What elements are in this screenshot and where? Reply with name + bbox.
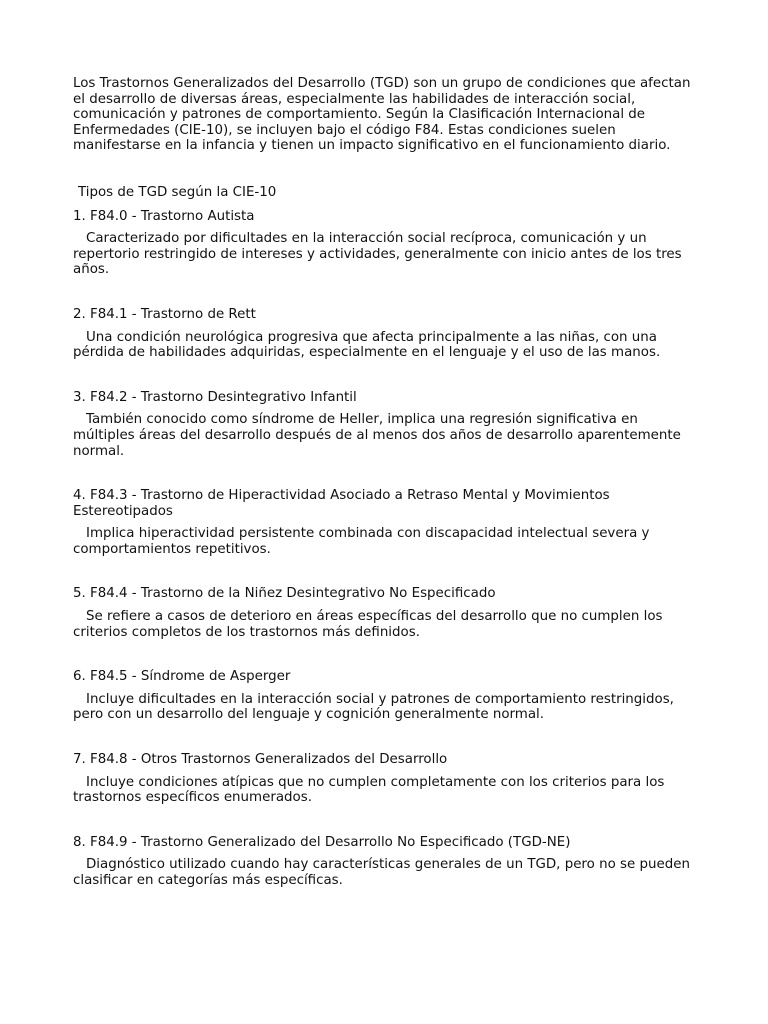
item-title: 7. F84.8 - Otros Trastornos Generalizados del Desarrollo [73,752,448,768]
item-title: 1. F84.0 - Trastorno Autista [73,208,255,224]
item-description: Se refiere a casos de deterioro en áreas específicas del desarrollo que no cumplen los criterios completos de los trastornos más definidos. [73,609,663,640]
item-title: 5. F84.4 - Trastorno de la Niñez Desintegrativo No Especificado [73,586,496,602]
list-item [73,752,703,806]
list-item [73,209,703,278]
section-heading: Tipos de TGD según la CIE-10 [78,184,277,200]
item-title: 2. F84.1 - Trastorno de Rett [73,306,256,322]
item-description: Incluye dificultades en la interacción social y patrones de comportamiento restringidos, pero con un desarrollo del lenguaje y cognición generalmente normal. [73,691,674,723]
item-description: Incluye condiciones atípicas que no cumplen completamente con los criterios para los trastornos específicos enumerados. [73,774,665,806]
item-title: 4. F84.3 - Trastorno de Hiperactividad Asociado a Retraso Mental y Movimientos Estereotipados [73,488,610,519]
list-item [73,586,703,640]
item-title: 8. F84.9 - Trastorno Generalizado del Desarrollo No Especificado (TGD-NE) [73,834,571,850]
item-description: Diagnóstico utilizado cuando hay características generales de un TGD, pero no se pueden clasificar en categorías más específicas. [73,857,690,888]
item-description: Una condición neurológica progresiva que afecta principalmente a las niñas, con una pérdida de habilidades adquiridas, especialmente en el lenguaje y el uso de las manos. [73,329,661,361]
list-item [73,835,703,889]
item-title: 3. F84.2 - Trastorno Desintegrativo Infantil [73,389,357,405]
list-item [73,488,703,557]
item-title: 6. F84.5 - Síndrome de Asperger [73,669,291,685]
item-description: También conocido como síndrome de Heller, implica una regresión significativa en múltiples áreas del desarrollo después de al menos dos años de desarrollo aparentemente normal. [73,412,681,459]
list-item [73,669,703,723]
item-description: Caracterizado por dificultades en la interacción social recíproca, comunicación y un repertorio restringido de intereses y actividades, generalmente con inicio antes de los tres años. [73,231,682,278]
list-item [73,307,703,361]
document-page [73,76,703,918]
list-item [73,390,703,459]
item-description: Implica hiperactividad persistente combinada con discapacidad intelectual severa y comportamientos repetitivos. [73,526,650,557]
intro-paragraph: Los Trastornos Generalizados del Desarrollo (TGD) son un grupo de condiciones que afectan el desarrollo de diversas áreas, especialmente las habilidades de interacción social, comunicación y patrones de comportamiento. Según la Clasificación Internacional de Enfermedades (CIE-10), se incluyen bajo el código F84. Estas condiciones suelen manifestarse en la infancia y tienen un impacto significativo en el funcionamiento diario. [73,76,691,154]
